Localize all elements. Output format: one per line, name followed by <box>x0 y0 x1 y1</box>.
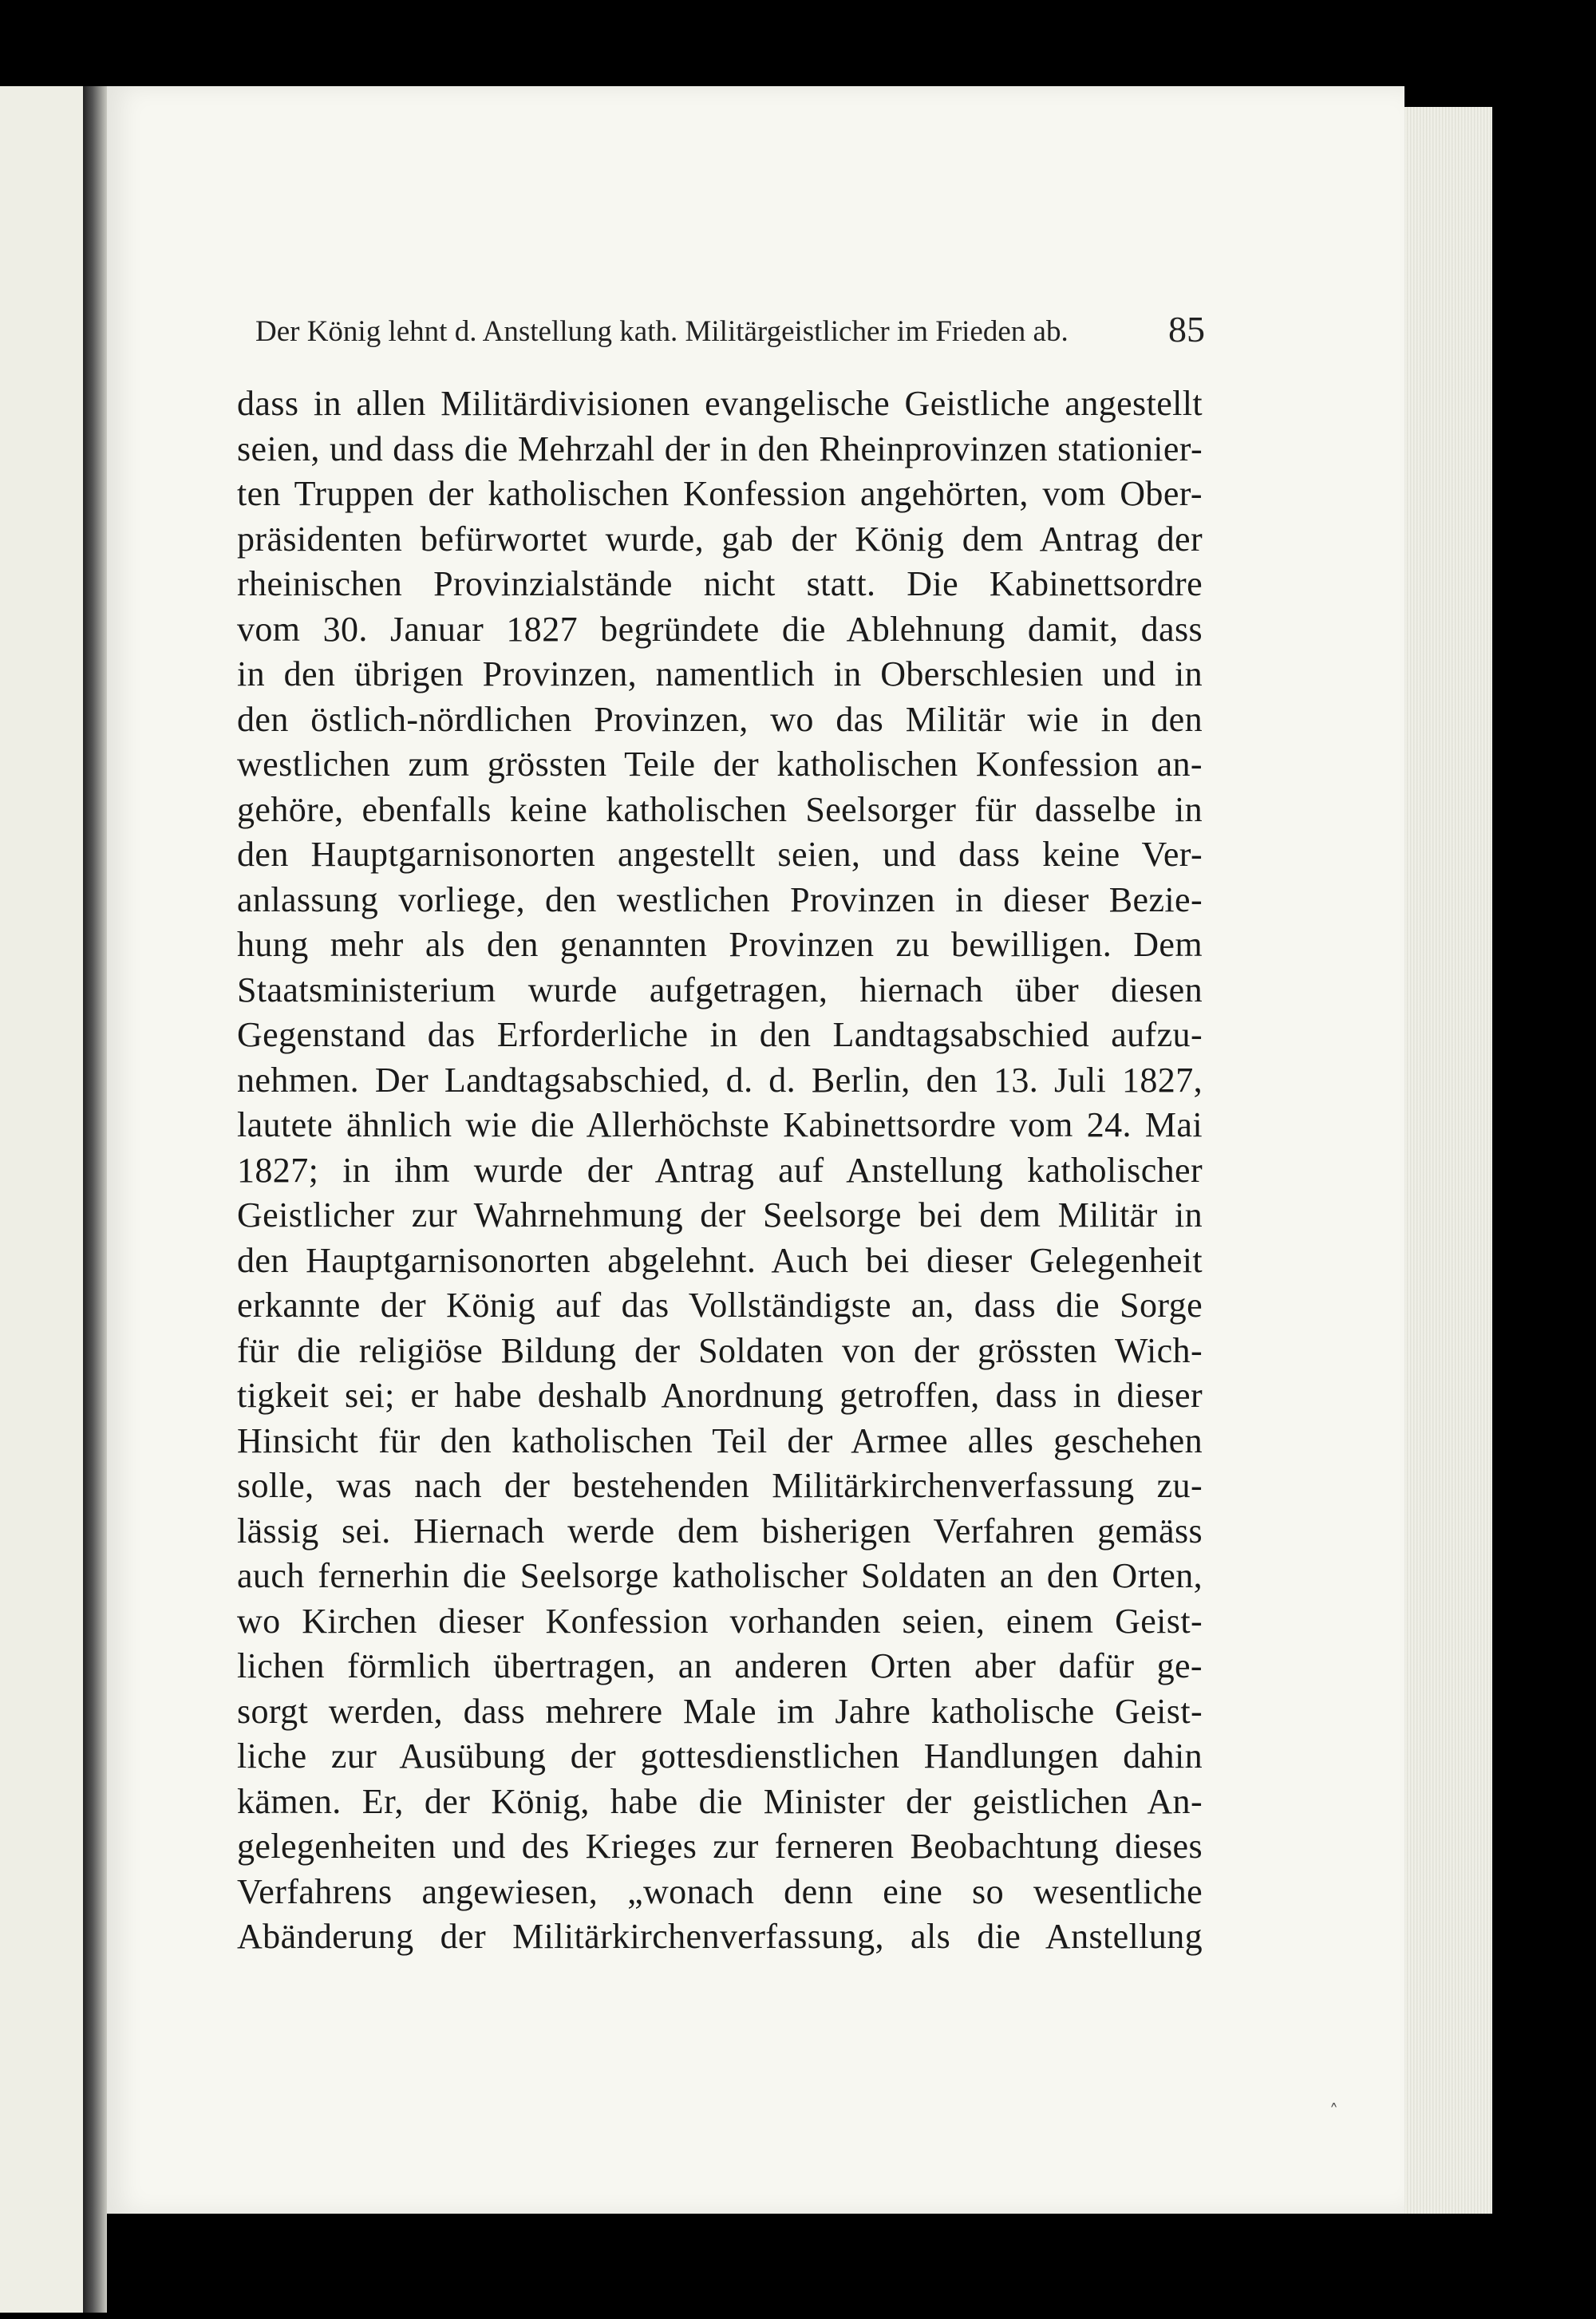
text-line: Hinsicht für den katholischen Teil der Armee alles geschehen <box>237 1420 1203 1460</box>
text-line: für die religiöse Bildung der Soldaten von der grössten Wich- <box>237 1330 1203 1370</box>
running-head <box>255 310 1205 354</box>
text-line: Staatsministerium wurde aufgetragen, hiernach über diesen <box>237 970 1203 1009</box>
page-number: 85 <box>1168 309 1205 350</box>
text-line: in den übrigen Provinzen, namentlich in Oberschlesien und in <box>237 654 1203 693</box>
text-line: seien, und dass die Mehrzahl der in den Rheinprovinzen stationier- <box>237 429 1203 468</box>
text-line: erkannte der König auf das Vollständigste an, dass die Sorge <box>237 1286 1203 1325</box>
text-line: präsidenten befürwortet wurde, gab der König dem Antrag der <box>237 519 1203 559</box>
text-line: auch fernerhin die Seelsorge katholischer Soldaten an den Orten, <box>237 1556 1203 1595</box>
text-line: 1827; in ihm wurde der Antrag auf Anstellung katholischer <box>237 1150 1203 1190</box>
margin-mark: ˄ <box>1329 2102 1338 2122</box>
text-line: hung mehr als den genannten Provinzen zu bewilligen. Dem <box>237 925 1203 964</box>
text-line: Gegenstand das Erforderliche in den Landtagsabschied aufzu- <box>237 1015 1203 1054</box>
text-line: kämen. Er, der König, habe die Minister der geistlichen An- <box>237 1781 1203 1821</box>
text-line: rheinischen Provinzialstände nicht statt. Die Kabinettsordre <box>237 564 1203 603</box>
body-paragraph <box>237 381 1203 1960</box>
text-line: ten Truppen der katholischen Konfession angehörten, vom Ober- <box>237 474 1203 513</box>
text-line: Verfahrens angewiesen, „wonach denn eine so wesentliche <box>237 1871 1203 1911</box>
text-line: nehmen. Der Landtagsabschied, d. d. Berlin, den 13. Juli 1827, <box>237 1060 1203 1100</box>
text-line: solle, was nach der bestehenden Militärkirchenverfassung zu- <box>237 1466 1203 1505</box>
text-line: vom 30. Januar 1827 begründete die Ablehnung damit, dass <box>237 609 1203 649</box>
previous-page-edge <box>0 86 83 2313</box>
text-line: westlichen zum grössten Teile der katholischen Konfession an- <box>237 745 1203 784</box>
text-line: Abänderung der Militärkirchenverfassung, als die Anstellung <box>237 1917 1203 1956</box>
text-line: dass in allen Militärdivisionen evangelische Geistliche angestellt <box>237 384 1203 423</box>
text-line: gelegenheiten und des Krieges zur ferneren Beobachtung dieses <box>237 1827 1203 1866</box>
text-line: gehöre, ebenfalls keine katholischen Seelsorger für dasselbe in <box>237 789 1203 829</box>
text-line: den Hauptgarnisonorten angestellt seien, und dass keine Ver- <box>237 835 1203 874</box>
text-line: liche zur Ausübung der gottesdienstlichen Handlungen dahin <box>237 1736 1203 1776</box>
text-line: lautete ähnlich wie die Allerhöchste Kabinettsordre vom 24. Mai <box>237 1105 1203 1144</box>
text-line: sorgt werden, dass mehrere Male im Jahre katholische Geist- <box>237 1691 1203 1731</box>
running-head-title: Der König lehnt d. Anstellung kath. Militärgeistlicher im Frieden ab. <box>255 315 1069 348</box>
text-line: den östlich-nördlichen Provinzen, wo das Militär wie in den <box>237 699 1203 739</box>
text-line: Geistlicher zur Wahrnehmung der Seelsorge bei dem Militär in <box>237 1195 1203 1235</box>
text-line: wo Kirchen dieser Konfession vorhanden seien, einem Geist- <box>237 1601 1203 1641</box>
book-gutter <box>83 86 107 2313</box>
text-line: tigkeit sei; er habe deshalb Anordnung getroffen, dass in dieser <box>237 1376 1203 1415</box>
text-line: lässig sei. Hiernach werde dem bisherigen Verfahren gemäss <box>237 1511 1203 1551</box>
text-line: lichen förmlich übertragen, an anderen Orten aber dafür ge- <box>237 1646 1203 1685</box>
text-line: den Hauptgarnisonorten abgelehnt. Auch bei dieser Gelegenheit <box>237 1240 1203 1280</box>
text-line: anlassung vorliege, den westlichen Provinzen in dieser Bezie- <box>237 879 1203 919</box>
page-stack-edge <box>1404 107 1492 2214</box>
